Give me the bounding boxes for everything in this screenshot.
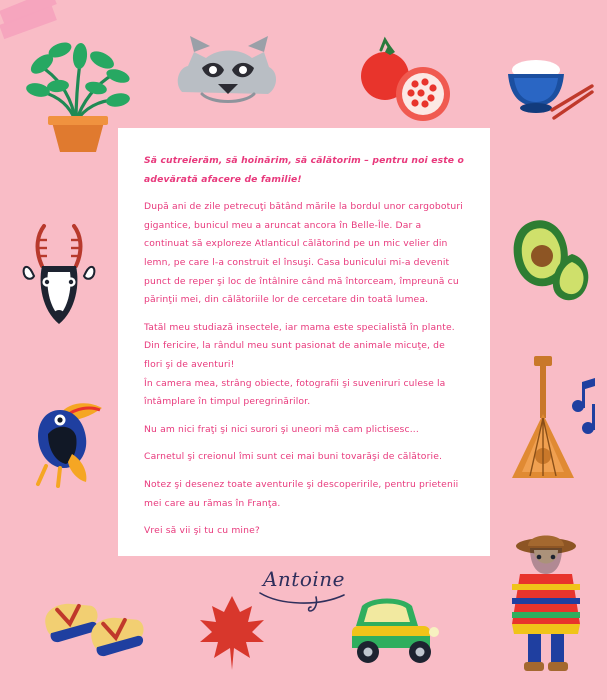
- raccoon-icon: [172, 22, 284, 112]
- letter-card: [118, 128, 490, 591]
- signature: Antoine: [262, 566, 345, 591]
- toucan-icon: [16, 388, 114, 488]
- letter-paragraph-3: În camera mea, strâng obiecte, fotografii şi suveniruri culese la întâmplare în timpul peregrinărilor.: [144, 377, 446, 408]
- rice-bowl-chopsticks-icon: [492, 48, 597, 126]
- andean-person-icon: [500, 524, 592, 674]
- letter-lead: Să cutreierăm, să hoinărim, să călătorim – pentru noi este o adevărată afacere de familie!: [144, 155, 464, 185]
- pomegranate-icon: [345, 38, 455, 128]
- letter-paragraph-4: Nu am nici fraţi şi nici surori şi uneori mă cam plictisesc...: [144, 423, 419, 435]
- avocado-icon: [498, 214, 596, 306]
- balalaika-guitar-icon: [500, 352, 600, 492]
- clogs-shoes-icon: [40, 588, 150, 660]
- letter-paragraph-2: Tatăl meu studiază insectele, iar mama este specialistă în plante. Din fericire, la rândul meu sunt pasionat de animale micuţe, de flori şi de aventuri!: [144, 321, 455, 370]
- letter-paragraph-7: Vrei să vii şi tu cu mine?: [144, 525, 260, 537]
- letter-paragraph-1: După ani de zile petrecuţi bătând mările la bordul unor cargoboturi gigantice, bunicul meu a aruncat ancora în Belle-Île. Dar a continuat să exploreze Atlanticul călătorind pe un mic velier din lemn, pe care l-a construit el însuşi. Casa bunicului mi-a devenit punct de reper şi loc de întâlnire când mă întorceam, împreună cu părinţii mei, din călătoriile lor de cercetare din toată lumea.: [144, 201, 463, 306]
- letter-paragraph-6: Notez şi desenez toate aventurile şi descoperirile, pentru prietenii mei care au rămas în Franţa.: [144, 478, 459, 509]
- letter-paragraph-5: Carnetul şi creionul îmi sunt cei mai buni tovarăşi de călătorie.: [144, 451, 443, 463]
- letter-body: [144, 152, 464, 541]
- antelope-head-icon: [14, 222, 106, 332]
- tuk-tuk-icon: [340, 592, 450, 668]
- signature-flourish-icon: [256, 589, 352, 617]
